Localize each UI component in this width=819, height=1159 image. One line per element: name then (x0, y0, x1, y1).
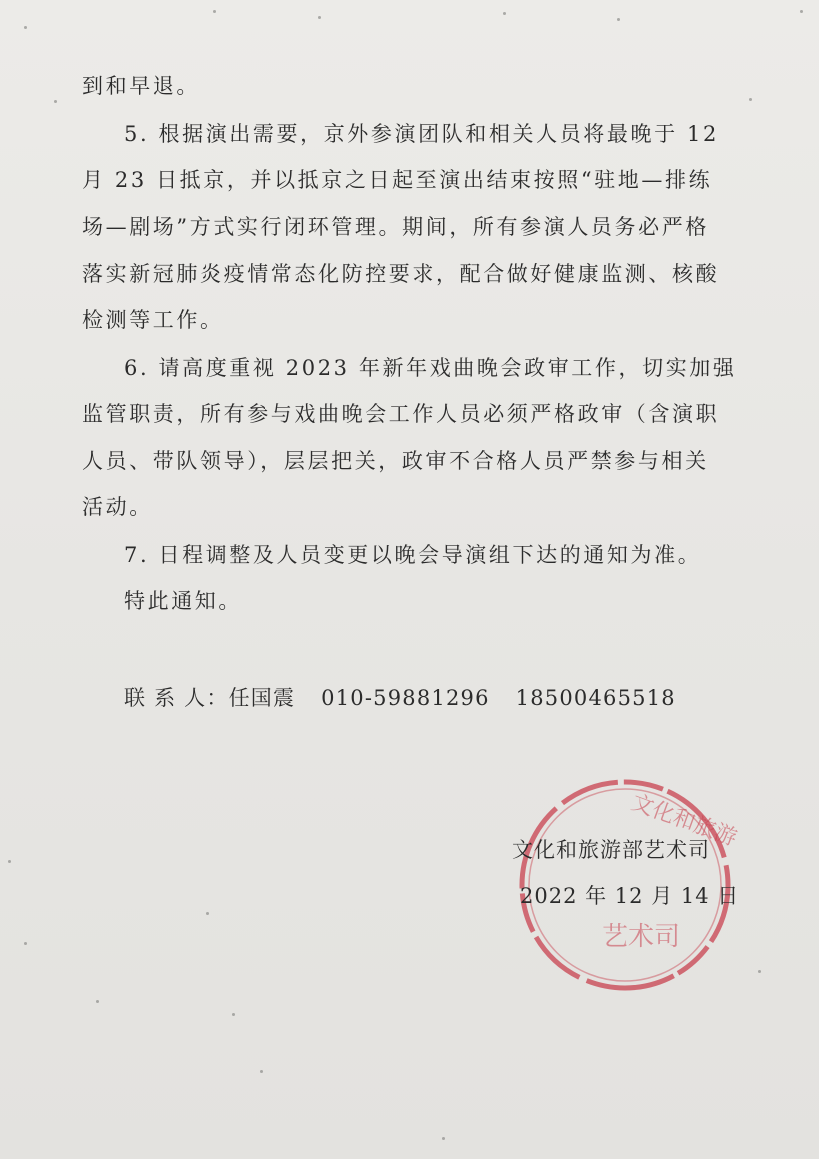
body-line: 监管职责，所有参与戏曲晚会工作人员必须严格政审（含演职 (82, 402, 720, 426)
body-line: 活动。 (82, 495, 153, 519)
body-line: 人员、带队领导），层层把关，政审不合格人员严禁参与相关 (82, 449, 709, 473)
contact-label: 联 系 人： (124, 686, 229, 710)
body-line: 5. 根据演出需要，京外参演团队和相关人员将最晚于 12 (124, 122, 719, 146)
body-line: 检测等工作。 (82, 308, 224, 332)
closing-line: 特此通知。 (124, 589, 242, 613)
signer-org: 文化和旅游部艺术司 (512, 838, 710, 862)
body-line: 落实新冠肺炎疫情常态化防控要求，配合做好健康监测、核酸 (82, 262, 720, 286)
svg-text:艺术司: 艺术司 (602, 922, 681, 952)
signer-date: 2022 年 12 月 14 日 (520, 884, 740, 908)
svg-text:文化和旅游: 文化和旅游 (627, 790, 740, 852)
body-line: 到和早退。 (82, 74, 200, 98)
contact-line (124, 688, 676, 709)
contact-phone: 010-59881296 (321, 686, 490, 710)
body-line: 7. 日程调整及人员变更以晚会导演组下达的通知为准。 (124, 543, 702, 567)
contact-name: 任国震 (228, 686, 296, 710)
contact-mobile: 18500465518 (515, 686, 676, 710)
body-line: 6. 请高度重视 2023 年新年戏曲晚会政审工作，切实加强 (124, 356, 737, 380)
body-line: 场—剧场”方式实行闭环管理。期间，所有参演人员务必严格 (82, 215, 709, 239)
body-line: 月 23 日抵京，并以抵京之日起至演出结束按照“驻地—排练 (82, 168, 713, 192)
